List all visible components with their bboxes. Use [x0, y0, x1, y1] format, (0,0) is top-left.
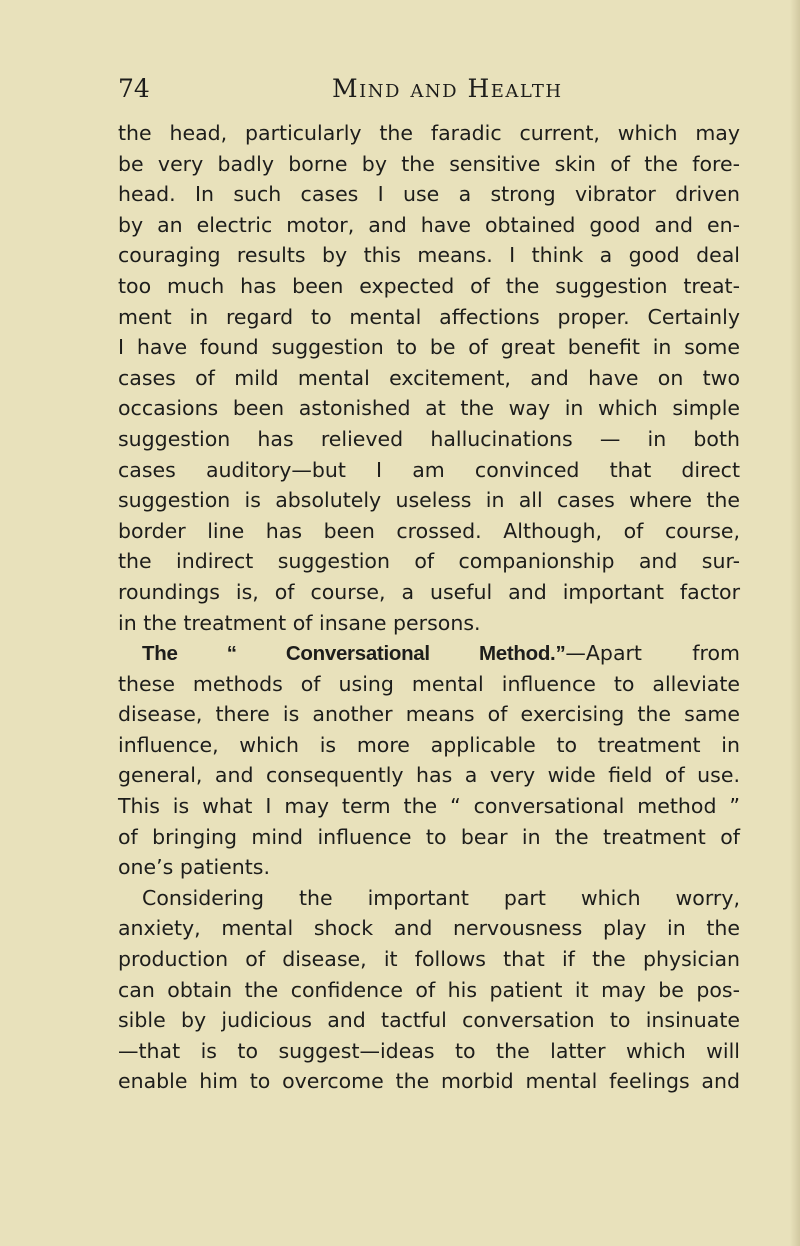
- running-header: [0, 70, 800, 110]
- text-line: cases of mild mental excitement, and have on two: [118, 365, 740, 390]
- text-line: sible by judicious and tactful conversation to insinuate: [118, 1008, 740, 1033]
- text-line: disease, there is another means of exercising the same: [118, 702, 740, 727]
- text-line: Considering the important part which worry,: [142, 885, 740, 910]
- text-line: general, and consequently has a very wide field of use.: [118, 763, 740, 788]
- text-line: the head, particularly the faradic current, which may: [118, 121, 740, 145]
- page-edge-shadow: [790, 0, 800, 1246]
- text-line: influence, which is more applicable to treatment in: [118, 732, 740, 757]
- text-line: head. In such cases I use a strong vibrator driven: [118, 182, 740, 207]
- text-line: anxiety, mental shock and nervousness play in the: [118, 916, 740, 941]
- text-line: enable him to overcome the morbid mental feelings and: [118, 1069, 740, 1094]
- body-text: [118, 118, 740, 1097]
- text-line: production of disease, it follows that if the physician: [118, 947, 740, 972]
- section-heading-continuation: —Apart from: [565, 641, 740, 666]
- text-line: border line has been crossed. Although, of course,: [118, 518, 740, 543]
- text-line: roundings is, of course, a useful and important factor: [118, 579, 740, 604]
- running-title: Mind and Health: [332, 74, 563, 103]
- text-line: of bringing mind influence to bear in the treatment of: [118, 824, 740, 849]
- text-line: couraging results by this means. I think a good deal: [118, 243, 740, 268]
- text-line: one’s patients.: [118, 855, 271, 880]
- text-line: cases auditory—but I am convinced that direct: [118, 457, 740, 482]
- text-line: these methods of using mental influence to alleviate: [118, 671, 740, 696]
- text-line: the indirect suggestion of companionship and sur-: [118, 549, 740, 574]
- text-line: I have found suggestion to be of great benefit in some: [118, 335, 740, 360]
- text-line: in the treatment of insane persons.: [118, 610, 481, 635]
- text-line: occasions been astonished at the way in which simple: [118, 396, 740, 421]
- text-line: by an electric motor, and have obtained good and en-: [118, 212, 740, 237]
- section-heading: The “ Conversational Method.”: [142, 642, 566, 666]
- section-heading-line: [118, 638, 740, 669]
- text-line: suggestion has relieved hallucinations — in both: [118, 426, 740, 451]
- text-line: can obtain the confidence of his patient it may be pos-: [118, 977, 740, 1002]
- page-number: 74: [118, 74, 150, 103]
- text-line: —that is to suggest—ideas to the latter which will: [118, 1038, 740, 1063]
- text-line: This is what I may term the “ conversational method ”: [118, 794, 740, 819]
- text-line: suggestion is absolutely useless in all cases where the: [118, 488, 740, 513]
- text-line: too much has been expected of the suggestion treat-: [118, 273, 740, 298]
- text-line: ment in regard to mental affections proper. Certainly: [118, 304, 740, 329]
- text-line: be very badly borne by the sensitive skin of the fore-: [118, 151, 740, 176]
